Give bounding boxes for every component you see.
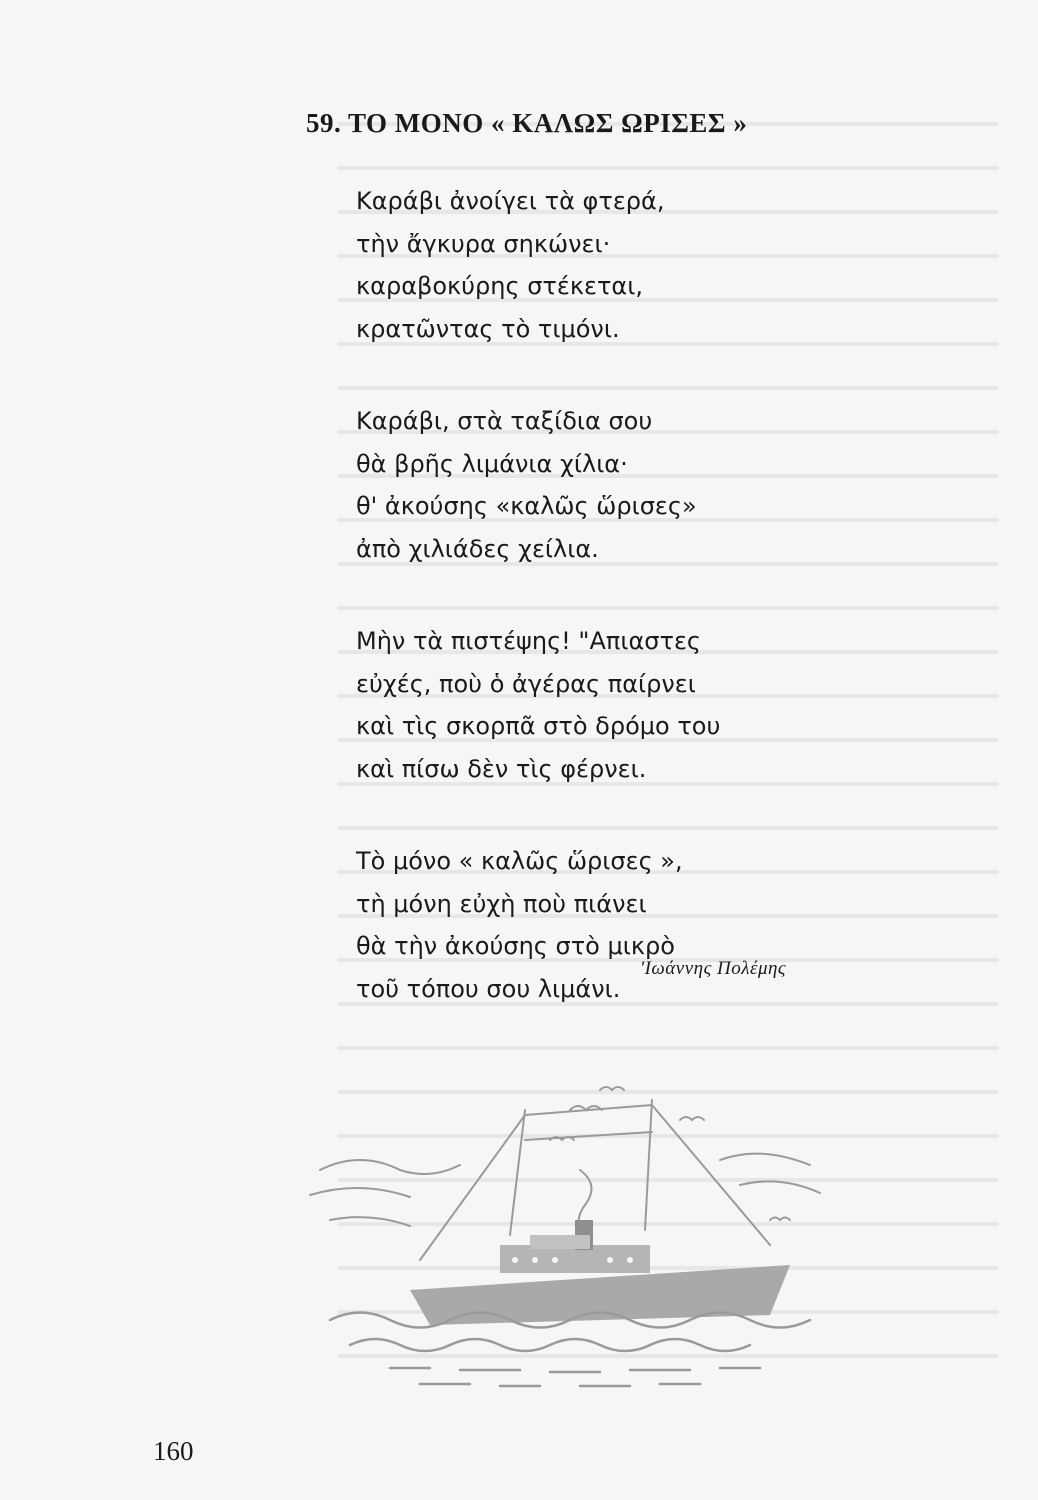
stanza-1 [356, 180, 876, 350]
poem-line: τὴ μόνη εὐχὴ ποὺ πιάνει [356, 889, 647, 918]
poem-line: Καράβι, στὰ ταξίδια σου [356, 407, 653, 435]
poem-title: 59. ΤΟ ΜΟΝΟ « ΚΑΛΩΣ ΩΡΙΣΕΣ » [306, 108, 748, 138]
poem-line: Μὴν τὰ πιστέψης! "Απιαστες [356, 627, 701, 655]
stanza-3 [356, 620, 876, 790]
stanza-2 [356, 400, 876, 570]
poem-line: τοῦ τόπου σου λιμάνι. [356, 974, 621, 1003]
poem-line: καραβοκύρης στέκεται, [356, 272, 643, 300]
poem-line: Τὸ μόνο « καλῶς ὥρισες », [356, 847, 683, 875]
poem-line: εὐχές, ποὺ ὁ ἀγέρας παίρνει [356, 669, 696, 698]
poem-line: καὶ πίσω δὲν τὶς φέρνει. [356, 754, 647, 783]
stanza-4 [356, 840, 876, 1010]
poem-line: καὶ τὶς σκορπᾶ στὸ δρόμο του [356, 712, 721, 740]
author-signature: 'Ιωάννης Πολέμης [640, 958, 787, 979]
poem-line: θὰ βρῆς λιμάνια χίλια· [356, 449, 628, 478]
poem-line: θ' ἀκούσης «καλῶς ὥρισες» [356, 492, 697, 520]
poem-line: κρατῶντας τὸ τιμόνι. [356, 314, 620, 343]
ship-icon [300, 1070, 860, 1390]
poem-line: ἀπὸ χιλιάδες χείλια. [356, 534, 599, 563]
poem-body [356, 180, 876, 1060]
poem-line: τὴν ἄγκυρα σηκώνει· [356, 229, 611, 258]
poem-line: Καράβι ἀνοίγει τὰ φτερά, [356, 187, 665, 215]
page-number: 160 [153, 1436, 194, 1466]
poem-line: θὰ τὴν ἀκούσης στὸ μικρὸ [356, 932, 675, 960]
